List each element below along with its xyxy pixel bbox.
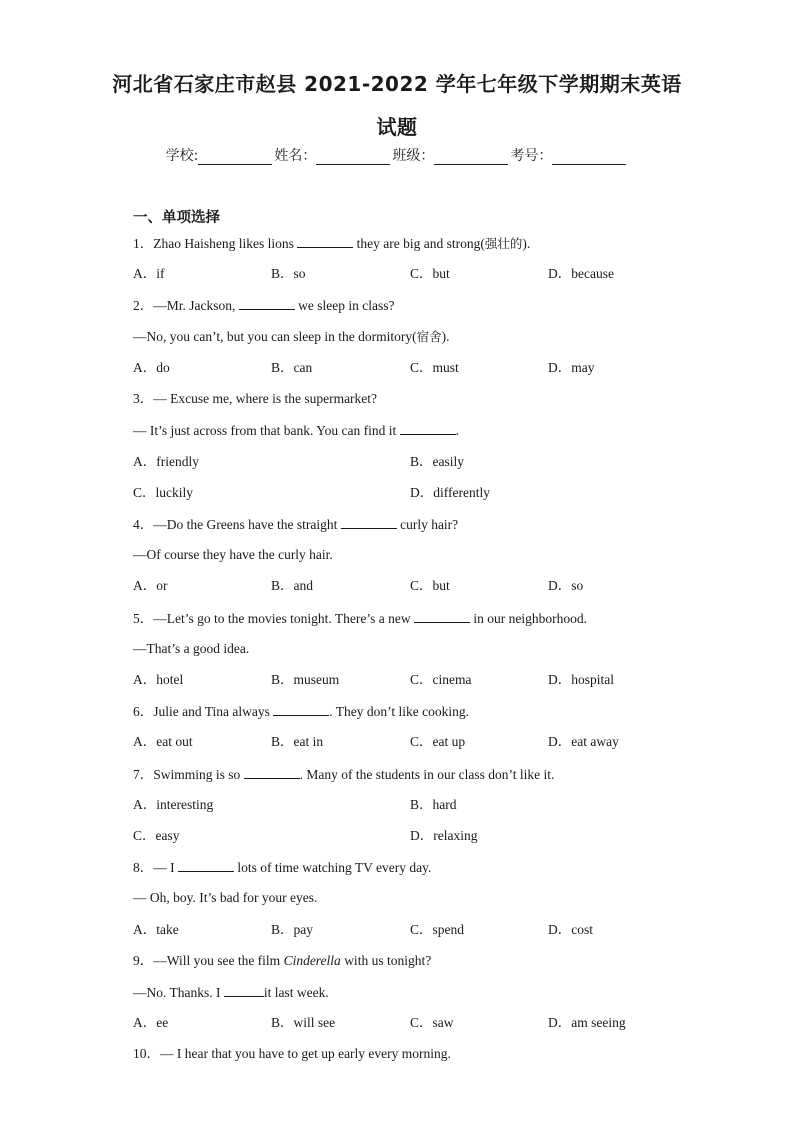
option-c[interactable]: C．easy — [133, 828, 180, 843]
question-4-reply — [133, 546, 333, 564]
stem-text: —Mr. Jackson, — [153, 298, 239, 313]
school-blank[interactable] — [198, 150, 272, 165]
answer-blank — [297, 234, 353, 248]
question-9-reply — [133, 983, 329, 1002]
option-d[interactable]: D．differently — [410, 485, 490, 500]
question-number: 2． — [133, 298, 154, 313]
answer-blank — [414, 609, 470, 623]
option-d[interactable]: D．because — [548, 266, 614, 281]
stem-text: —That’s a good idea. — [133, 641, 250, 656]
stem-text: in our neighborhood. — [469, 611, 587, 626]
option-d[interactable]: D．may — [548, 360, 595, 375]
stem-text: — Excuse me, where is the supermarket? — [153, 391, 378, 406]
answer-blank — [244, 765, 300, 779]
question-9-stem — [133, 952, 431, 970]
answer-blank — [178, 858, 234, 872]
option-b[interactable]: B．pay — [271, 922, 313, 937]
question-number: 9． — [133, 953, 154, 968]
question-3-stem — [133, 390, 377, 408]
film-title: Cinderella — [283, 953, 341, 968]
stem-text: we sleep in class? — [294, 298, 395, 313]
student-info-row — [0, 145, 794, 165]
stem-text: — Oh, boy. It’s bad for your eyes. — [133, 890, 318, 905]
option-c[interactable]: C．cinema — [410, 672, 472, 687]
option-a[interactable]: A．interesting — [133, 797, 214, 812]
question-3-reply — [133, 421, 459, 440]
question-8-reply — [133, 889, 317, 907]
option-d[interactable]: D．cost — [548, 922, 593, 937]
stem-gloss: 宿舍 — [416, 329, 442, 344]
question-5-stem — [133, 609, 587, 628]
option-a[interactable]: A．if — [133, 266, 165, 281]
option-b[interactable]: B．easily — [410, 454, 464, 469]
question-number: 4． — [133, 517, 154, 532]
class-blank[interactable] — [434, 150, 508, 165]
option-a[interactable]: A．do — [133, 360, 170, 375]
stem-text: Swimming is so — [153, 767, 244, 782]
option-c[interactable]: C．saw — [410, 1015, 454, 1030]
question-number: 10． — [133, 1046, 160, 1061]
question-4-stem — [133, 515, 458, 534]
stem-text: . They don’t like cooking. — [329, 704, 469, 719]
exam-title-line1: 河北省石家庄市赵县 2021-2022 学年七年级下学期期末英语 — [112, 72, 682, 96]
stem-text: ). — [522, 236, 531, 251]
stem-text: ). — [441, 329, 450, 344]
option-d[interactable]: D．so — [548, 578, 584, 593]
question-number: 8． — [133, 860, 154, 875]
exam-title-line2: 试题 — [376, 115, 418, 139]
option-b[interactable]: B．eat in — [271, 734, 324, 749]
section-title: 一、单项选择 — [133, 210, 220, 226]
question-2-reply — [133, 328, 449, 346]
question-number: 7． — [133, 767, 154, 782]
option-a[interactable]: A．or — [133, 578, 168, 593]
option-c[interactable]: C．luckily — [133, 485, 193, 500]
question-5-reply — [133, 640, 249, 658]
stem-text: — I hear that you have to get up early every morning. — [160, 1046, 451, 1061]
option-b[interactable]: B．and — [271, 578, 313, 593]
question-1-stem — [133, 234, 530, 253]
stem-text: — It’s just across from that bank. You can find it — [133, 423, 400, 438]
stem-text: curly hair? — [396, 517, 459, 532]
option-a[interactable]: A．friendly — [133, 454, 199, 469]
option-d[interactable]: D．hospital — [548, 672, 614, 687]
stem-text: Julie and Tina always — [153, 704, 274, 719]
answer-blank — [239, 296, 295, 310]
stem-text: —No, you can’t, but you can sleep in the dormitory( — [133, 329, 417, 344]
stem-text: — I — [153, 860, 178, 875]
name-label: 姓名： — [274, 148, 317, 164]
stem-text: —Will you see the film — [153, 953, 284, 968]
question-7-stem — [133, 765, 554, 784]
stem-text: —No. Thanks. I — [133, 985, 224, 1000]
stem-gloss: 强壮的 — [484, 236, 523, 251]
question-2-stem — [133, 296, 394, 315]
option-c[interactable]: C．spend — [410, 922, 464, 937]
option-d[interactable]: D．eat away — [548, 734, 619, 749]
answer-blank — [400, 421, 456, 435]
stem-text: they are big and strong( — [353, 236, 485, 251]
question-number: 3． — [133, 391, 154, 406]
question-8-stem — [133, 858, 431, 877]
option-a[interactable]: A．ee — [133, 1015, 169, 1030]
stem-text: . — [455, 423, 459, 438]
stem-text: . Many of the students in our class don’t like it. — [299, 767, 555, 782]
option-a[interactable]: A．take — [133, 922, 179, 937]
option-b[interactable]: B．museum — [271, 672, 340, 687]
option-b[interactable]: B．so — [271, 266, 306, 281]
answer-blank — [341, 515, 397, 529]
stem-text: —Let’s go to the movies tonight. There’s a new — [153, 611, 414, 626]
option-d[interactable]: D．relaxing — [410, 828, 478, 843]
question-number: 6． — [133, 704, 154, 719]
option-c[interactable]: C．must — [410, 360, 459, 375]
stem-text: Zhao Haisheng likes lions — [153, 236, 298, 251]
name-blank[interactable] — [316, 150, 390, 165]
question-number: 1． — [133, 236, 154, 251]
option-b[interactable]: B．will see — [271, 1015, 336, 1030]
option-c[interactable]: C．but — [410, 578, 450, 593]
option-a[interactable]: A．eat out — [133, 734, 193, 749]
stem-text: it last week. — [263, 985, 329, 1000]
option-c[interactable]: C．eat up — [410, 734, 466, 749]
exam-number-blank[interactable] — [552, 150, 626, 165]
stem-text: —Do the Greens have the straight — [153, 517, 341, 532]
option-a[interactable]: A．hotel — [133, 672, 184, 687]
stem-text: —Of course they have the curly hair. — [133, 547, 333, 562]
stem-text: lots of time watching TV every day. — [234, 860, 432, 875]
option-c[interactable]: C．but — [410, 266, 450, 281]
exam-number-label: 考号： — [510, 148, 553, 164]
class-label: 班级： — [392, 148, 435, 164]
answer-blank — [224, 983, 264, 997]
answer-blank — [273, 702, 329, 716]
question-6-stem — [133, 702, 469, 721]
option-b[interactable]: B．can — [271, 360, 313, 375]
option-d[interactable]: D．am seeing — [548, 1015, 626, 1030]
stem-text: with us tonight? — [340, 953, 432, 968]
question-10-stem — [133, 1045, 451, 1063]
school-label: 学校: — [165, 148, 199, 164]
question-number: 5． — [133, 611, 154, 626]
option-b[interactable]: B．hard — [410, 797, 457, 812]
